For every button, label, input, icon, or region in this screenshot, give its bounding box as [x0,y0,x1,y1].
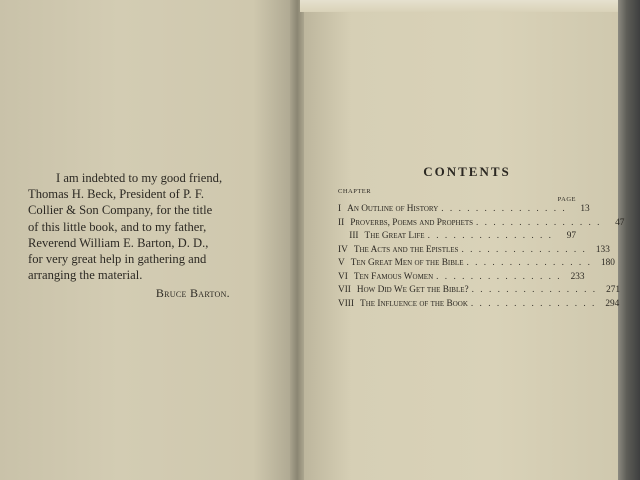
ack-line: arranging the material. [28,268,143,283]
page-number: 13 [580,204,590,214]
chapter-label: CHAPTER [338,188,372,195]
page-number: 271 [606,285,621,295]
chapter-number: VII [338,285,351,295]
chapter-number: V [338,258,345,268]
page-number: 47 [615,217,625,228]
ack-line: for very great help in gathering and [28,252,207,267]
chapter-title: How Did We Get the Bible? [356,285,469,295]
dot-leader: . . . . . . . . . . . . . . . [427,231,553,241]
paper-edge [300,0,620,12]
ack-line: Collier & Son Company, for the title [28,203,213,218]
chapter-title: The Influence of the Book [360,298,468,309]
chapter-number: VI [338,271,348,282]
page-number: 97 [566,231,576,241]
signature: Bruce Barton. [155,286,230,301]
book-cover-edge [618,0,640,480]
toc-entry [338,258,615,272]
ack-line: of this little book, and to my father, [28,219,207,234]
chapter-title: The Great Life [364,231,425,241]
toc-entry [338,271,585,286]
dot-leader: . . . . . . . . . . . . . . . [471,285,598,295]
chapter-number: IV [338,244,348,255]
page-number: 133 [595,244,610,255]
left-page [0,0,298,480]
chapter-number: III [349,231,359,241]
chapter-number: II [338,217,345,228]
toc-entry [338,204,590,218]
chapter-title: Ten Famous Women [353,271,434,282]
acknowledgment [28,170,276,302]
chapter-title: An Outline of History [347,204,439,214]
dot-leader: . . . . . . . . . . . . . . . [441,204,567,214]
chapter-title: The Acts and the Epistles [353,244,459,255]
toc-list [338,204,625,312]
toc-entry [338,298,620,313]
toc-entry [338,231,576,245]
toc-entry [338,217,625,232]
table-of-contents [338,164,625,312]
dot-leader: . . . . . . . . . . . . . . . [436,271,562,282]
page-number: 180 [600,258,615,268]
toc-entry [338,244,610,259]
ack-line: Reverend William E. Barton, D. D., [28,235,209,250]
page-number: 233 [570,271,585,282]
chapter-number: I [338,204,342,214]
toc-header [338,180,576,203]
ack-line: Thomas H. Beck, President of P. F. [28,187,204,202]
page-label: PAGE [557,196,576,203]
dot-leader: . . . . . . . . . . . . . . . [476,217,602,228]
contents-heading: CONTENTS [423,164,511,179]
dot-leader: . . . . . . . . . . . . . . . [466,258,592,268]
chapter-title: Ten Great Men of the Bible [350,258,464,268]
chapter-number: VIII [338,298,355,309]
dot-leader: . . . . . . . . . . . . . . . [470,298,597,309]
ack-line: I am indebted to my good friend, [56,171,223,185]
toc-entry [338,285,621,299]
dot-leader: . . . . . . . . . . . . . . . [461,244,587,255]
page-number: 294 [605,298,620,309]
chapter-title: Proverbs, Poems and Prophets [350,217,474,228]
